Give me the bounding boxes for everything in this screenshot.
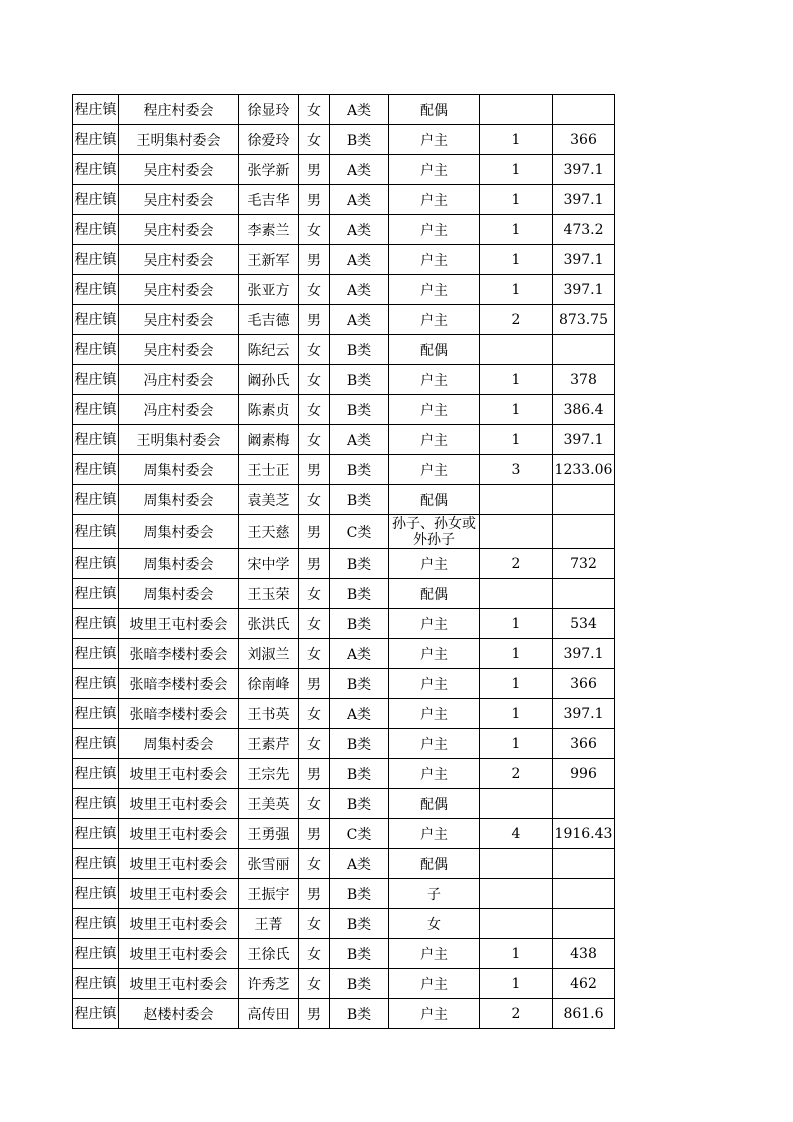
table-row: [73, 125, 615, 155]
name-cell: 宋中学: [239, 549, 299, 579]
count-cell: [480, 579, 553, 609]
category-cell: B类: [330, 969, 389, 999]
table-row: [73, 275, 615, 305]
amount-cell: 534: [553, 609, 615, 639]
relation-cell: 户主: [389, 185, 480, 215]
sex-cell: 男: [299, 669, 330, 699]
sex-cell: 女: [299, 425, 330, 455]
relation-cell: 户主: [389, 639, 480, 669]
sex-cell: 男: [299, 819, 330, 849]
amount-cell: 366: [553, 729, 615, 759]
name-cell: 陈素贞: [239, 395, 299, 425]
category-cell: A类: [330, 425, 389, 455]
name-cell: 毛吉华: [239, 185, 299, 215]
count-cell: 3: [480, 455, 553, 485]
sex-cell: 女: [299, 969, 330, 999]
amount-cell: 397.1: [553, 699, 615, 729]
category-cell: B类: [330, 999, 389, 1029]
town-cell: 程庄镇: [73, 729, 119, 759]
amount-cell: 732: [553, 549, 615, 579]
name-cell: 许秀芝: [239, 969, 299, 999]
name-cell: 张洪氏: [239, 609, 299, 639]
count-cell: 2: [480, 759, 553, 789]
name-cell: 高传田: [239, 999, 299, 1029]
amount-cell: [553, 579, 615, 609]
amount-cell: [553, 879, 615, 909]
amount-cell: 366: [553, 125, 615, 155]
table-row: [73, 515, 615, 549]
category-cell: B类: [330, 729, 389, 759]
category-cell: A类: [330, 849, 389, 879]
table-row: [73, 549, 615, 579]
relation-cell: 配偶: [389, 335, 480, 365]
amount-cell: 1233.06: [553, 455, 615, 485]
table-row: [73, 185, 615, 215]
count-cell: 1: [480, 729, 553, 759]
relation-cell: 女: [389, 909, 480, 939]
amount-cell: [553, 849, 615, 879]
village-cell: 坡里王屯村委会: [119, 819, 239, 849]
table-row: [73, 699, 615, 729]
name-cell: 王素芹: [239, 729, 299, 759]
sex-cell: 男: [299, 999, 330, 1029]
town-cell: 程庄镇: [73, 395, 119, 425]
name-cell: 王士正: [239, 455, 299, 485]
town-cell: 程庄镇: [73, 185, 119, 215]
name-cell: 袁美芝: [239, 485, 299, 515]
category-cell: B类: [330, 939, 389, 969]
sex-cell: 男: [299, 245, 330, 275]
amount-cell: [553, 515, 615, 549]
village-cell: 周集村委会: [119, 515, 239, 549]
relation-cell: 户主: [389, 549, 480, 579]
relation-cell: 户主: [389, 365, 480, 395]
table-row: [73, 455, 615, 485]
amount-cell: 473.2: [553, 215, 615, 245]
town-cell: 程庄镇: [73, 759, 119, 789]
relation-cell: 户主: [389, 609, 480, 639]
name-cell: 王宗先: [239, 759, 299, 789]
village-cell: 吴庄村委会: [119, 275, 239, 305]
sex-cell: 男: [299, 185, 330, 215]
sex-cell: 女: [299, 789, 330, 819]
count-cell: 4: [480, 819, 553, 849]
category-cell: A类: [330, 245, 389, 275]
sex-cell: 男: [299, 515, 330, 549]
count-cell: 1: [480, 275, 553, 305]
name-cell: 李素兰: [239, 215, 299, 245]
relation-cell: 户主: [389, 969, 480, 999]
sex-cell: 男: [299, 305, 330, 335]
name-cell: 徐显玲: [239, 95, 299, 125]
count-cell: 1: [480, 185, 553, 215]
table-row: [73, 485, 615, 515]
count-cell: 1: [480, 969, 553, 999]
town-cell: 程庄镇: [73, 639, 119, 669]
sex-cell: 女: [299, 579, 330, 609]
relation-cell: 配偶: [389, 789, 480, 819]
sex-cell: 女: [299, 275, 330, 305]
amount-cell: 873.75: [553, 305, 615, 335]
count-cell: 1: [480, 125, 553, 155]
name-cell: 王书英: [239, 699, 299, 729]
category-cell: B类: [330, 125, 389, 155]
table-row: [73, 335, 615, 365]
table-row: [73, 639, 615, 669]
sex-cell: 女: [299, 125, 330, 155]
relation-cell: 户主: [389, 455, 480, 485]
amount-cell: 386.4: [553, 395, 615, 425]
category-cell: A类: [330, 699, 389, 729]
category-cell: B类: [330, 609, 389, 639]
category-cell: A类: [330, 95, 389, 125]
name-cell: 张学新: [239, 155, 299, 185]
town-cell: 程庄镇: [73, 669, 119, 699]
table-row: [73, 969, 615, 999]
count-cell: [480, 485, 553, 515]
amount-cell: 378: [553, 365, 615, 395]
village-cell: 坡里王屯村委会: [119, 789, 239, 819]
name-cell: 王天慈: [239, 515, 299, 549]
category-cell: B类: [330, 549, 389, 579]
table-row: [73, 305, 615, 335]
table-row: [73, 669, 615, 699]
town-cell: 程庄镇: [73, 549, 119, 579]
count-cell: [480, 335, 553, 365]
town-cell: 程庄镇: [73, 95, 119, 125]
town-cell: 程庄镇: [73, 275, 119, 305]
village-cell: 吴庄村委会: [119, 245, 239, 275]
amount-cell: 861.6: [553, 999, 615, 1029]
sex-cell: 女: [299, 609, 330, 639]
village-cell: 坡里王屯村委会: [119, 909, 239, 939]
count-cell: 1: [480, 245, 553, 275]
sex-cell: 男: [299, 879, 330, 909]
sex-cell: 女: [299, 939, 330, 969]
village-cell: 吴庄村委会: [119, 335, 239, 365]
count-cell: 1: [480, 669, 553, 699]
relation-cell: 户主: [389, 395, 480, 425]
beneficiary-table: [72, 94, 615, 1029]
sex-cell: 女: [299, 395, 330, 425]
name-cell: 毛吉德: [239, 305, 299, 335]
category-cell: A类: [330, 215, 389, 245]
category-cell: B类: [330, 579, 389, 609]
relation-cell: 户主: [389, 939, 480, 969]
count-cell: [480, 95, 553, 125]
count-cell: 1: [480, 609, 553, 639]
table-row: [73, 729, 615, 759]
table-row: [73, 999, 615, 1029]
town-cell: 程庄镇: [73, 879, 119, 909]
table-row: [73, 759, 615, 789]
category-cell: B类: [330, 335, 389, 365]
amount-cell: [553, 789, 615, 819]
amount-cell: 1916.43: [553, 819, 615, 849]
name-cell: 刘淑兰: [239, 639, 299, 669]
village-cell: 程庄村委会: [119, 95, 239, 125]
relation-cell: 配偶: [389, 579, 480, 609]
relation-cell: 子: [389, 879, 480, 909]
town-cell: 程庄镇: [73, 699, 119, 729]
relation-cell: 孙子、孙女或外孙子: [389, 515, 480, 549]
table-row: [73, 879, 615, 909]
category-cell: B类: [330, 395, 389, 425]
town-cell: 程庄镇: [73, 999, 119, 1029]
town-cell: 程庄镇: [73, 579, 119, 609]
village-cell: 周集村委会: [119, 729, 239, 759]
table-row: [73, 609, 615, 639]
relation-cell: 户主: [389, 819, 480, 849]
relation-cell: 配偶: [389, 95, 480, 125]
sex-cell: 女: [299, 335, 330, 365]
sex-cell: 女: [299, 849, 330, 879]
town-cell: 程庄镇: [73, 305, 119, 335]
town-cell: 程庄镇: [73, 909, 119, 939]
amount-cell: 462: [553, 969, 615, 999]
name-cell: 陈纪云: [239, 335, 299, 365]
count-cell: 1: [480, 395, 553, 425]
relation-cell: 户主: [389, 425, 480, 455]
town-cell: 程庄镇: [73, 365, 119, 395]
count-cell: 1: [480, 215, 553, 245]
village-cell: 张暗李楼村委会: [119, 699, 239, 729]
village-cell: 王明集村委会: [119, 125, 239, 155]
category-cell: A类: [330, 155, 389, 185]
category-cell: A类: [330, 275, 389, 305]
sex-cell: 女: [299, 485, 330, 515]
name-cell: 王玉荣: [239, 579, 299, 609]
category-cell: B类: [330, 365, 389, 395]
category-cell: B类: [330, 669, 389, 699]
table-row: [73, 909, 615, 939]
count-cell: 1: [480, 425, 553, 455]
category-cell: C类: [330, 819, 389, 849]
sex-cell: 男: [299, 759, 330, 789]
count-cell: 2: [480, 305, 553, 335]
table-row: [73, 425, 615, 455]
amount-cell: [553, 485, 615, 515]
sex-cell: 女: [299, 215, 330, 245]
table-row: [73, 939, 615, 969]
village-cell: 冯庄村委会: [119, 365, 239, 395]
amount-cell: 397.1: [553, 275, 615, 305]
village-cell: 吴庄村委会: [119, 155, 239, 185]
category-cell: B类: [330, 485, 389, 515]
village-cell: 吴庄村委会: [119, 305, 239, 335]
town-cell: 程庄镇: [73, 125, 119, 155]
sex-cell: 女: [299, 365, 330, 395]
village-cell: 坡里王屯村委会: [119, 879, 239, 909]
sex-cell: 女: [299, 909, 330, 939]
sex-cell: 女: [299, 699, 330, 729]
category-cell: B类: [330, 759, 389, 789]
relation-cell: 户主: [389, 305, 480, 335]
table-row: [73, 95, 615, 125]
name-cell: 王徐氏: [239, 939, 299, 969]
relation-cell: 户主: [389, 729, 480, 759]
count-cell: 1: [480, 365, 553, 395]
name-cell: 张雪丽: [239, 849, 299, 879]
name-cell: 王美英: [239, 789, 299, 819]
table-row: [73, 245, 615, 275]
town-cell: 程庄镇: [73, 245, 119, 275]
relation-cell: 户主: [389, 759, 480, 789]
village-cell: 坡里王屯村委会: [119, 849, 239, 879]
town-cell: 程庄镇: [73, 789, 119, 819]
amount-cell: 397.1: [553, 185, 615, 215]
count-cell: [480, 789, 553, 819]
village-cell: 周集村委会: [119, 455, 239, 485]
name-cell: 王振宇: [239, 879, 299, 909]
amount-cell: 996: [553, 759, 615, 789]
relation-cell: 户主: [389, 245, 480, 275]
count-cell: 2: [480, 999, 553, 1029]
category-cell: C类: [330, 515, 389, 549]
name-cell: 王新军: [239, 245, 299, 275]
table-body: [73, 95, 615, 1029]
name-cell: 阚孙氏: [239, 365, 299, 395]
relation-cell: 户主: [389, 155, 480, 185]
sex-cell: 女: [299, 95, 330, 125]
town-cell: 程庄镇: [73, 939, 119, 969]
village-cell: 张暗李楼村委会: [119, 669, 239, 699]
village-cell: 周集村委会: [119, 579, 239, 609]
relation-cell: 户主: [389, 669, 480, 699]
count-cell: [480, 515, 553, 549]
village-cell: 赵楼村委会: [119, 999, 239, 1029]
table-row: [73, 849, 615, 879]
table-row: [73, 395, 615, 425]
sex-cell: 男: [299, 155, 330, 185]
table-row: [73, 365, 615, 395]
town-cell: 程庄镇: [73, 335, 119, 365]
name-cell: 王菁: [239, 909, 299, 939]
name-cell: 张亚方: [239, 275, 299, 305]
name-cell: 王勇强: [239, 819, 299, 849]
count-cell: 1: [480, 639, 553, 669]
village-cell: 坡里王屯村委会: [119, 969, 239, 999]
town-cell: 程庄镇: [73, 215, 119, 245]
relation-cell: 户主: [389, 275, 480, 305]
town-cell: 程庄镇: [73, 485, 119, 515]
category-cell: B类: [330, 879, 389, 909]
category-cell: A类: [330, 185, 389, 215]
town-cell: 程庄镇: [73, 969, 119, 999]
count-cell: [480, 849, 553, 879]
table-row: [73, 155, 615, 185]
town-cell: 程庄镇: [73, 425, 119, 455]
village-cell: 张暗李楼村委会: [119, 639, 239, 669]
village-cell: 坡里王屯村委会: [119, 759, 239, 789]
village-cell: 吴庄村委会: [119, 185, 239, 215]
category-cell: A类: [330, 305, 389, 335]
relation-cell: 户主: [389, 699, 480, 729]
category-cell: B类: [330, 455, 389, 485]
village-cell: 坡里王屯村委会: [119, 609, 239, 639]
table-row: [73, 819, 615, 849]
amount-cell: 397.1: [553, 155, 615, 185]
village-cell: 坡里王屯村委会: [119, 939, 239, 969]
table-row: [73, 789, 615, 819]
town-cell: 程庄镇: [73, 609, 119, 639]
category-cell: A类: [330, 639, 389, 669]
sex-cell: 男: [299, 549, 330, 579]
village-cell: 周集村委会: [119, 485, 239, 515]
amount-cell: [553, 95, 615, 125]
amount-cell: [553, 909, 615, 939]
sex-cell: 男: [299, 455, 330, 485]
town-cell: 程庄镇: [73, 819, 119, 849]
count-cell: 1: [480, 699, 553, 729]
count-cell: 2: [480, 549, 553, 579]
category-cell: B类: [330, 789, 389, 819]
count-cell: [480, 909, 553, 939]
count-cell: [480, 879, 553, 909]
sex-cell: 女: [299, 729, 330, 759]
table-row: [73, 579, 615, 609]
category-cell: B类: [330, 909, 389, 939]
relation-cell: 户主: [389, 125, 480, 155]
amount-cell: 397.1: [553, 425, 615, 455]
count-cell: 1: [480, 155, 553, 185]
town-cell: 程庄镇: [73, 455, 119, 485]
relation-cell: 配偶: [389, 485, 480, 515]
name-cell: 阚素梅: [239, 425, 299, 455]
relation-cell: 户主: [389, 999, 480, 1029]
amount-cell: 366: [553, 669, 615, 699]
village-cell: 冯庄村委会: [119, 395, 239, 425]
town-cell: 程庄镇: [73, 849, 119, 879]
table-row: [73, 215, 615, 245]
name-cell: 徐爱玲: [239, 125, 299, 155]
amount-cell: [553, 335, 615, 365]
sex-cell: 女: [299, 639, 330, 669]
amount-cell: 397.1: [553, 639, 615, 669]
amount-cell: 397.1: [553, 245, 615, 275]
town-cell: 程庄镇: [73, 515, 119, 549]
name-cell: 徐南峰: [239, 669, 299, 699]
relation-cell: 配偶: [389, 849, 480, 879]
town-cell: 程庄镇: [73, 155, 119, 185]
village-cell: 吴庄村委会: [119, 215, 239, 245]
amount-cell: 438: [553, 939, 615, 969]
village-cell: 王明集村委会: [119, 425, 239, 455]
relation-cell: 户主: [389, 215, 480, 245]
village-cell: 周集村委会: [119, 549, 239, 579]
count-cell: 1: [480, 939, 553, 969]
